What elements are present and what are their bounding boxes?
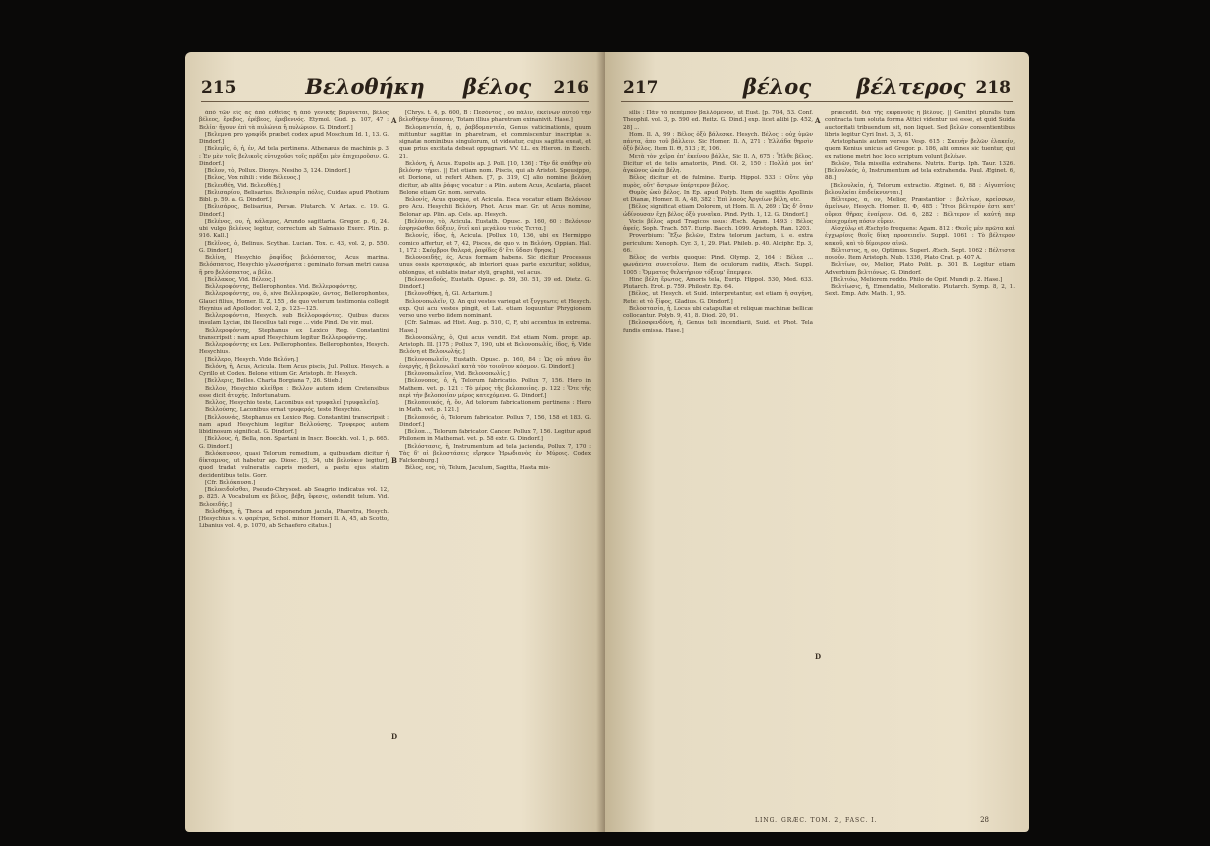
page-footer: LING. GRÆC. TOM. 2, FASC. I. bbox=[755, 817, 878, 824]
dictionary-entry: Βελλος, Hesychio teste, Laconibus est τρυφαλεί [τρυφαλεῖα]. bbox=[205, 400, 380, 406]
dictionary-entry: [Βελονοθήκη, ἡ, Gl. Actarium.] bbox=[405, 291, 492, 298]
dictionary-entry: [Βελλερο, Hesych. Vide Βελόνη.] bbox=[205, 356, 298, 363]
page-number: 218 bbox=[975, 78, 1011, 98]
dictionary-entry: [Βέλος, ut Hesych. et Suid. interpretantur, est etiam ἡ σαγήνη, Rete: et τὸ ξίφος, Gladius. G. Dindorf.] bbox=[623, 291, 813, 305]
dictionary-entry: Βελλεροφόντης, Stephanus ex Lexico Reg. Constantini transcripsit : nam apud Hesychium legitur Βελλεροφόντης. bbox=[199, 327, 389, 341]
dictionary-entry: [Chrys. t. 4, p. 600, B : Πεσόντος , οὐ πάλιν, ἐκείνων αὐτοῦ τὴν βελοθήκην ἅπασαν, Totam illius pharetram exinanivit. Hase.] bbox=[399, 110, 591, 124]
dictionary-entry: Βελόνη, ἡ, Acus. Eupolis ap. J. Poll. [10, 136] : Τὴν δὲ σπάθην σὺ βελόνην τήρει. || Est etiam nom. Piscis, qui ab Aristot. Speusippo, et Dorione, ut refert Athen. [7, p. 319, C] alio nomine βελόνη dicitur, ab aliis ῥάφις vocatur : a Plin. autem Acus, Acularia, placet Belone etiam Gr. nom. servato. bbox=[399, 160, 591, 196]
dictionary-entry: Θυμὸς ὠκὺ βέλος. In Ep. apud Polyb. Item de sagittis Apollinis et Dianæ, Homer. Il. Α, 48, 382 : Ἐπὶ λαοὺς Ἀργείων βέλη, etc. bbox=[623, 189, 813, 203]
dictionary-entry: [Cfr. Salmas. ad Hist. Aug. p. 510, C, F, ubi accentus in extrema. Hase.] bbox=[399, 320, 591, 334]
dictionary-entry: [Βελονοπωλεῖον, Vid. Βελονοπωλίς.] bbox=[405, 371, 510, 377]
dictionary-entry: Βελονοπωλεῖν, Q. An qui vestes variegat et ξυγγεωτε; et Hesych. exp. Qui acu vestes pingit, et Lat. etiam loquuntur Phrygionem verso uno verbo iidem nominant. bbox=[399, 298, 591, 319]
dictionary-entry: Βελόκαυσον, quasi Telorum remedium, a quibusdam dicitur ἡ δίκταμνος, ut habetur ap. Diosc. [3, 34, ubi βελούκιν legitur], quod tradat vulneratis capris mederi, a pastu ejus statim decidentibus telis. Gorr. bbox=[199, 450, 389, 479]
dictionary-entry: Βελόνη, ἡ, Acus, Acicula. Item Acus piscis, Jul. Pollux. Hesych. a Cyrillo et Codex. Belone vitium Gr. Aristoph. fr. Hesych. bbox=[199, 363, 389, 377]
dictionary-entry: [Βελον, τὸ, Pollux. Dionys. Nesiho 3, 124. Dindorf.] bbox=[205, 168, 350, 174]
header-rule bbox=[201, 101, 589, 102]
dictionary-entry: Μετὰ τὸν χεῖρα ἐπ' ἐκείνου βάλλε, Sic Il. Λ, 675 : Ἦλθε βέλος. Dicitur et de telis amatoriis, Pind. Ol. 2, 150 : Πολλά μοι ὑπ' ἀγκῶνος ὠκέα βέλη. bbox=[623, 153, 813, 174]
dictionary-entry: [Βελόνιον, τὸ, Acicula. Eustath. Opusc. p. 160, 60 : Βελόνιον ἐσφηνῶσθαι δόξειν, ὅτεϊ καὶ μεγάλου τινὸς Τεττα.] bbox=[399, 218, 591, 232]
dictionary-entry: [Βελισάρος, Belisarius, Persæ. Plutarch. V. Artax. c. 19. G. Dindorf.] bbox=[199, 204, 389, 218]
dictionary-entry: [Βελλερις, Belles. Charta Borgiana 7, 26. Stieb.] bbox=[205, 378, 343, 385]
dictionary-entry: Βέλτερος, α, ον, Melior, Præstantior : βελτίων, κρείσσων, ἀμείνων, Hesych. Homer. Il. Φ, 485 : Ἤτοι βέλτερόν ἐστι κατ' οὔρεα θῆρας ἐναίρειν. Od. 6, 282 : Βέλτερον εἴ καὐτή περ ἐποιχομένη πόσιν εὗρεν. bbox=[825, 197, 1015, 225]
dictionary-entry: Proverbium: Ἔξω βελῶν, Extra telorum jactum, i. e. extra periculum: Xenoph. Cyr. 3, 1, 29. Plat. Phileb. p. 40. Alciphr. Ep. 3, 66. bbox=[623, 233, 813, 254]
dictionary-entry: [Βελοπ..., Telorum fabricator. Cancer. Pollux 7, 156. Legitur apud Philonem in Mathemat. vet. p. 58 extr. G. Dindorf.] bbox=[399, 429, 591, 443]
left-page-header bbox=[185, 74, 605, 100]
dictionary-entry: Βελοστασία, ἡ, Locus ubi catapultæ et reliquæ machinæ bellicæ collocantur. Polyb. 9, 41, 8. Diod. 20, 91. bbox=[623, 305, 813, 319]
running-headword: Βελοθήκη bbox=[305, 74, 425, 99]
running-headword: βέλος bbox=[742, 74, 812, 99]
running-headword: βέλτερος bbox=[856, 74, 966, 99]
dictionary-entry: [Βελος, Vox nihili : vide Βέλευος.] bbox=[205, 175, 301, 182]
signature-mark: 28 bbox=[980, 816, 989, 824]
dictionary-entry: Vocis βέλος apud Tragicos usus: Æsch. Agam. 1493 : Βέλος ἀφείς. Soph. Trach. 557. Eurip. Bacch. 1099. Aristoph. Ran. 1203. bbox=[623, 218, 813, 232]
page-number: 217 bbox=[623, 78, 659, 98]
text-column bbox=[825, 110, 1015, 820]
text-column bbox=[199, 110, 389, 820]
right-page-header bbox=[605, 74, 1029, 100]
text-column bbox=[399, 110, 591, 820]
dictionary-entry: ἀπὸ τῶν εἰς ας ἀπὸ εὐθείας ἢ ἀπὸ γενικῆς βαρύνεται, βέλος βέλεος, ἔρεβος, ἐρέβεος, ἐρεβεννός. Etymol. Gud. p. 107, 47 : Βελία· ἥγουν ἐπὶ τὰ πυλώνια ἢ πυλώριον. G. Dindorf.] bbox=[199, 110, 389, 131]
margin-letter: A bbox=[391, 116, 397, 125]
dictionary-entry: Aristophanis autem versus Vesp. 615 : Σκευήν βελῶν ἐλακείν, quem Kenius unicus ad Gregor. p. 186, alii omnes sic tuentur, qui ex ratione metri hoc loco scriptum volunt βελέων. bbox=[825, 139, 1015, 160]
dictionary-entry: Hom. Il. Δ, 99 : Βέλος ὀξὺ βάλεσκε. Hesych. Βέλος : οὐχ ὑμῶν πάντα, ἀπο τοῦ βάλλειν. Sic Homer. Il. Λ, 271 : Ἑλλάδα θηρσὶν ὀξύ βέλος. Item Il. Θ, 513 ; Ε, 106. bbox=[623, 131, 813, 153]
dictionary-entry: silis : Πᾶν τὸ πεπέμπον βαλλόμενον, ut Eust. [p. 704, 53. Conf. Theophil. vol. 3, p. 590 ed. Reitz. G. Dind.] exp. licet alibi [p. 452, 28] ... bbox=[623, 110, 813, 131]
right-page bbox=[605, 52, 1029, 832]
dictionary-entry: Hinc βέλη ἔρωτος, Amoris tela, Eurip. Hippol. 530, Med. 633. Plutarch. Erot. p. 759. Philostr. Ep. 64. bbox=[623, 276, 813, 290]
margin-letter: A bbox=[815, 116, 821, 125]
dictionary-entry: Βελῶν, Tela missilia extrahens. Nutrix. Eurip. Iph. Taur. 1326. [Βελουλκός, ὁ, Instrumentum ad tela extrahenda. Paul. Æginet. 6, 88.] bbox=[825, 160, 1015, 182]
dictionary-entry: Βελλεροφόντια, Hesych. sub Βελλοροφόντες. Quibus duces insulam Lyciæ, ibi Ilecellus tali rege ... vide Pind. De vir. mul. bbox=[199, 313, 389, 327]
dictionary-entry: [Βελένος, ου, ἡ, κάλαμος, Arundo sagittaria. Gregor. p. 6, 24. ubi vulgo βελένος legitur, correctum ab Salmasio Exerc. Plin. p. 916. Kall.] bbox=[199, 218, 389, 240]
dictionary-entry: [Βελτιόω, Meliorem reddo. Philo de Opif. Mundi p. 2. Hase.] bbox=[831, 276, 1003, 283]
dictionary-entry: Βελλεροφόντης, Bellerophontes. Vid. Βελλεροφόντης. bbox=[205, 284, 358, 290]
header-rule bbox=[621, 101, 1013, 102]
dictionary-entry: [Βελισαρίου, Belisarius. Βελισαρία πόλις, Cuidas apud Photium Bibl. p. 59. a. G. Dindorf.] bbox=[199, 189, 389, 203]
margin-letter: D bbox=[815, 652, 822, 661]
dictionary-entry: [Βελονοπωλεῖν, Eustath. Opusc. p. 160, 84 : Ὡς οὐ πάνυ ἂν ἐνεργὴς, ἡ βελονωλεῖ κατὰ τὸν τοιοῦτον κόσμον. G. Dindorf.] bbox=[399, 356, 591, 370]
dictionary-entry: [Βελεμνα pro γραφίδι præbet codex apud Moschum Id. 1, 13. G. Dindorf.] bbox=[199, 131, 389, 145]
page-number: 215 bbox=[201, 78, 237, 98]
dictionary-entry: [Cfr. Βελόκαυσα.] bbox=[205, 479, 256, 486]
dictionary-entry: [Βελευθέη, Vid. Βελευθέη.] bbox=[205, 182, 281, 189]
dictionary-entry: [Βελλους, ἡ, Bella, non. Spartani in Inscr. Boeckh. vol. 1, p. 665. G. Dindorf.] bbox=[199, 436, 389, 450]
dictionary-entry: [Βελουλκία, ἡ, Telorum extractio. Æginet. 6, 88 : Αἰγυπτίοις βελουλκίαι ἐπιδείκνυνται.] bbox=[825, 182, 1015, 196]
dictionary-entry: [Βελοποιός, ὁ, Telorum fabricator. Pollux 7, 156, 158 et 183. G. Dindorf.] bbox=[399, 414, 591, 428]
dictionary-entry: præcedit. διὰ τῆς εκφανοῦς ἢ βέλους. || Genitivi pluralis tum contracta tum soluta forma Attici videntur usi esse, et quid Suida auctoritati tribuendum sit, non liquet. Sed βελῶν consentientibus libris legitur Cyri Inst. 3, 3, 61. bbox=[825, 110, 1015, 138]
dictionary-entry: [Βελονοειδοῦς, Eustath. Opusc. p. 59, 30. 51, 39 ed. Dietz. G. Dindorf.] bbox=[399, 276, 591, 290]
dictionary-entry: [Βελεμῖς, ὁ, ἡ, ἐν, Ad tela pertinens. Athenæus de machinis p. 3 : Ἐν μὲν τοῖς βελικοῖς εὐτυχοῦσι τοῖς πρᾶξαι μὲν ἐπιχειροῦσιν. G. Dindorf.] bbox=[199, 146, 389, 167]
dictionary-entry: [Βελῖνος, ὁ, Belinus. Scythæ. Lucian. Tox. c. 43, vol. 2, p. 550. G. Dindorf.] bbox=[199, 240, 389, 254]
dictionary-entry: Βελονίς, Acus quoque, et Acicula. Esca vocatur etiam Βελόνιον pro Acu. Hesychii Βελόνη. Phot. Acus mar. Gr. ut Acus nomine, Belonar ap. Plin. ap. Cels. ap. Hesych. bbox=[399, 197, 591, 218]
dictionary-entry: Βέλος, εος, τὸ, Telum, Jaculum, Sagitta, Hasta mis- bbox=[405, 465, 551, 472]
dictionary-entry: Βελλούσης, Laconibus ernat τρυφερός, teste Hesychio. bbox=[205, 407, 361, 414]
dictionary-entry: Βελονοπώλης, ὁ, Qui acus vendit. Est etiam Nom. propr. ap. Aristoph. Ill. [175 ; Pollux 7, 190, ubi et Βελονοπωλίς, ίδος, ἡ. Vide Βελόνη et Βελονωλής.] bbox=[399, 334, 591, 356]
dictionary-entry: [Βελόστασις, ἡ, Instrumentum ad tela jacienda, Pollux 7, 170 : Τὰς δ' αἱ βελοστάσεις εἴρηκεν Ἡρωδιανὸς ἐν Μύροις. Codex Falckenburg.] bbox=[399, 443, 591, 464]
dictionary-entry: Αἰσχύλῳ et Æschylo frequens: Agam. 812 : Θεοῖς μὲν πρῶτα καὶ ἐγχωρίοις θεοῖς δίκη προσειπεῖν. Suppl. 1061 : Τὸ βέλτερον κακοῦ, καὶ τὸ δίμοιρον αἰνῶ. bbox=[825, 226, 1015, 247]
dictionary-entry: [Βελονοπος, ὁ, ἡ, Telorum fabricatio. Pollux 7, 156. Hero in Mathem. vet. p. 121 : Τὸ μέρος τῆς βελοποιίας. p. 122 : Ὅτε τῆς περὶ τὴν βελοποιίαν μέρος κατεχόμενα. G. Dindorf.] bbox=[399, 378, 591, 399]
dictionary-entry: Βέλος de verbis quoque: Pind. Olymp. 2, 164 : Βέλεα ... φωνάεντα συνετοῖσιν. Item de oculorum radiis, Æsch. Suppl. 1005 : Ὄμματος θελκτήριον τόξευμ' ἔπεμψεν. bbox=[623, 255, 813, 276]
margin-letter: D bbox=[391, 732, 398, 741]
text-column bbox=[623, 110, 813, 820]
dictionary-entry: [Βέλος significat etiam Dolorem, ut Hom. Il. Λ, 269 : Ὡς δ' ὅταν ὠδίνουσαν ἔχῃ βέλος ὀξὺ γυναῖκα. Pind. Pyth. 1, 12. G. Dindorf.] bbox=[623, 204, 813, 218]
dictionary-entry: Βέλος dicitur et de fulmine. Eurip. Hippol. 533 : Οὔτε γὰρ πυρὸς, οὔτ' ἄστρων ὑπέρτερον βέλος. bbox=[623, 175, 813, 189]
dictionary-entry: Βελίνη, Hesychio ῥαφίδος βελόσπατος, Acus marina. Βελόσπατος, Hesychio γλωσσήματα : geminato forsan metri causa ἢ pro βελόσπατος, a βέλο. bbox=[199, 255, 389, 276]
dictionary-entry: [Βελοειδοῖσθαι, Pseudo-Chrysost. ab Seagrio indicatus vol. 12, p. 825. A Vocabulum ex βέλος, βέβη, ὕφεσις, ostendit telum. Vid. Βελοειδής.] bbox=[199, 487, 389, 508]
dictionary-entry: [Βελοσφενδόνη, ἡ, Genus teli incendiarii, Suid. et Phot. Tela fundis emissa. Hase.] bbox=[623, 320, 813, 334]
margin-letter: B bbox=[391, 456, 397, 465]
dictionary-entry: Βελτίων, ον, Melior, Plato Polit. p. 301 B. Legitur etiam Adverbium βελτιόνως. G. Dindorf. bbox=[825, 262, 1015, 276]
dictionary-entry: Βελοθήκη, ἡ, Thecа ad reponendum jacula, Pharetra, Hesych. [Hesychius s. v. φαρέτρα, Schol. minor Homeri Il. A, 45, ab Scotto, Libanius vol. 4, p. 1070, ab Schaefero citatus.] bbox=[199, 508, 389, 530]
dictionary-entry: Βελλον, Hesychio κλείθρα : Βελλον autem idem Cretensibus esse dicit ἀτυχής. Infortunatum. bbox=[199, 385, 389, 399]
dictionary-entry: Βελονοειδής, ές, Acus formam habens. Sic dicitur Processus unus ossis κροταφικός, ab interiori quas parte excuritur, solidus, oblongus, et sublatis instar styli, graphii, vel acus. bbox=[399, 255, 591, 276]
dictionary-entry: Βελλεροφόντης ex Lex. Pellerophontes. Bellerophontes, Hesych. Hesychius. bbox=[199, 342, 389, 356]
dictionary-entry: Βελομαντεία, ἡ, ᾳ, ῥαβδομαντεία, Genus vaticinationis, quum mittuntur sagittæ in pharetram, et commiscentur inscriptæ s. signatæ nominibus singulorum, ut videatur, cujus sagitta exeat, et quæ prius excitata debeat oppugnari. VV. LL. ex Hieron. in Ezech. 21. bbox=[399, 124, 591, 160]
dictionary-entry: [Βελλουνάς, Stephanus ex Lexico Reg. Constantini transcripsit : nam apud Hesychium legitur Βελλούσης. Τρυφερος autem libidinosum significat. G. Dindorf.] bbox=[199, 414, 389, 435]
page-number: 216 bbox=[553, 78, 589, 98]
dictionary-entry: Βελτίωσις, ἡ, Emendatio, Melioratio. Plutarch. Symp. 8, 2, 1. Sext. Emp. Adv. Math. 1, 95. bbox=[825, 284, 1015, 298]
dictionary-entry: [Βελλακος, Vid. Βέλεος.] bbox=[205, 276, 276, 283]
dictionary-entry: [Βελοποιικός, ἡ, ὄν, Ad telorum fabricationem pertinens : Hero in Math. vet. p. 121.] bbox=[399, 400, 591, 414]
dictionary-entry: Βέλτιστος, η, ον, Optimus. Superl. Æsch. Sept. 1062 : Βέλτιστα ποιοῦν. Item Aristoph. Nub. 1336, Plato Crat. p. 407 A. bbox=[825, 247, 1015, 261]
left-page bbox=[185, 52, 605, 832]
dictionary-entry: Βελονίς, ίδος, ἡ, Acicula. [Pollux 10, 136, ubi ex Hermippo comico affertur, et 7, 42, Pisces, de quo v. in Βελόνη. Oppian. Hal. 1, 172 : Σκόμβροι θαλερά, ῥαφίδες δ' ἔτι ὕδασι θρησκ.] bbox=[399, 233, 591, 254]
running-headword: βέλος bbox=[462, 74, 532, 99]
dictionary-entry: Βελλεροφόντης, ου, ὁ, sive Βελλεροφῶν, ῶντος, Bellerophontes, Glauci filius, Homer. Il. Z, 155 , de quo veterum testimonia collegit Heynius ad Apollodor. vol. 2, p. 123—125. bbox=[199, 291, 389, 312]
